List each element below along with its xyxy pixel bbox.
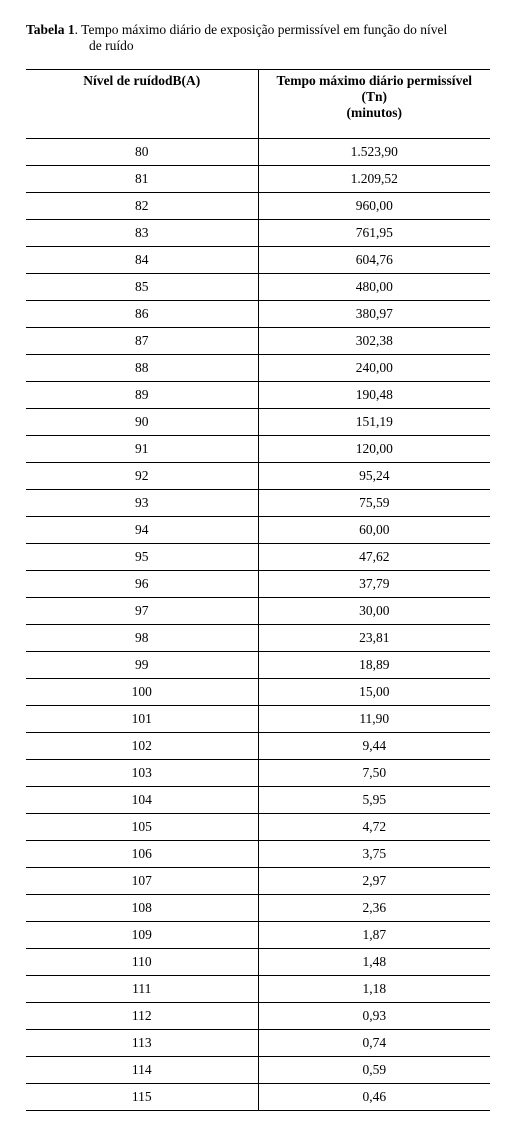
cell-noise-level: 104 <box>26 787 258 814</box>
cell-noise-level: 106 <box>26 841 258 868</box>
table-row <box>26 544 490 571</box>
cell-max-time: 1,48 <box>258 949 490 976</box>
cell-max-time: 95,24 <box>258 463 490 490</box>
cell-max-time: 960,00 <box>258 193 490 220</box>
cell-max-time: 120,00 <box>258 436 490 463</box>
cell-max-time: 7,50 <box>258 760 490 787</box>
cell-noise-level: 92 <box>26 463 258 490</box>
cell-max-time: 240,00 <box>258 355 490 382</box>
cell-max-time: 11,90 <box>258 706 490 733</box>
cell-max-time: 23,81 <box>258 625 490 652</box>
table-row <box>26 166 490 193</box>
header-max-time-line: (minutos) <box>346 105 402 120</box>
header-max-time <box>258 70 490 139</box>
table-row <box>26 976 490 1003</box>
cell-max-time: 15,00 <box>258 679 490 706</box>
table-row <box>26 679 490 706</box>
caption-line-1 <box>26 22 496 38</box>
cell-noise-level: 86 <box>26 301 258 328</box>
table-row <box>26 355 490 382</box>
cell-noise-level: 94 <box>26 517 258 544</box>
cell-max-time: 2,97 <box>258 868 490 895</box>
cell-noise-level: 85 <box>26 274 258 301</box>
cell-noise-level: 110 <box>26 949 258 976</box>
cell-max-time: 9,44 <box>258 733 490 760</box>
table-row <box>26 652 490 679</box>
cell-max-time: 37,79 <box>258 571 490 598</box>
cell-max-time: 1.209,52 <box>258 166 490 193</box>
cell-max-time: 4,72 <box>258 814 490 841</box>
table-row <box>26 328 490 355</box>
cell-noise-level: 99 <box>26 652 258 679</box>
noise-exposure-table <box>26 69 490 1111</box>
cell-max-time: 380,97 <box>258 301 490 328</box>
cell-noise-level: 108 <box>26 895 258 922</box>
cell-noise-level: 112 <box>26 1003 258 1030</box>
header-noise-level-line: Nível de ruídodB(A) <box>83 73 201 88</box>
cell-max-time: 1,87 <box>258 922 490 949</box>
cell-max-time: 604,76 <box>258 247 490 274</box>
cell-max-time: 47,62 <box>258 544 490 571</box>
cell-max-time: 30,00 <box>258 598 490 625</box>
table-row <box>26 625 490 652</box>
cell-noise-level: 113 <box>26 1030 258 1057</box>
cell-max-time: 302,38 <box>258 328 490 355</box>
table-row <box>26 895 490 922</box>
table-row <box>26 490 490 517</box>
cell-noise-level: 83 <box>26 220 258 247</box>
cell-noise-level: 101 <box>26 706 258 733</box>
cell-max-time: 1,18 <box>258 976 490 1003</box>
table-row <box>26 247 490 274</box>
cell-max-time: 5,95 <box>258 787 490 814</box>
table-row <box>26 706 490 733</box>
table-row <box>26 517 490 544</box>
cell-noise-level: 111 <box>26 976 258 1003</box>
header-max-time-line: Tempo máximo diário permissível <box>276 73 473 88</box>
cell-max-time: 480,00 <box>258 274 490 301</box>
cell-noise-level: 97 <box>26 598 258 625</box>
table-row <box>26 814 490 841</box>
cell-noise-level: 88 <box>26 355 258 382</box>
table-row <box>26 1003 490 1030</box>
table-body <box>26 139 490 1111</box>
cell-noise-level: 89 <box>26 382 258 409</box>
caption-label: Tabela 1 <box>26 22 75 37</box>
caption-text-2: de ruído <box>89 38 134 53</box>
header-row <box>26 70 490 139</box>
cell-max-time: 18,89 <box>258 652 490 679</box>
table-row <box>26 1084 490 1111</box>
cell-noise-level: 90 <box>26 409 258 436</box>
table-row <box>26 1057 490 1084</box>
cell-max-time: 2,36 <box>258 895 490 922</box>
cell-noise-level: 100 <box>26 679 258 706</box>
cell-noise-level: 109 <box>26 922 258 949</box>
cell-noise-level: 87 <box>26 328 258 355</box>
table-row <box>26 274 490 301</box>
cell-noise-level: 115 <box>26 1084 258 1111</box>
cell-max-time: 761,95 <box>258 220 490 247</box>
cell-max-time: 151,19 <box>258 409 490 436</box>
table-row <box>26 139 490 166</box>
cell-noise-level: 93 <box>26 490 258 517</box>
table-caption <box>26 22 496 54</box>
table-row <box>26 409 490 436</box>
table-row <box>26 868 490 895</box>
cell-max-time: 0,59 <box>258 1057 490 1084</box>
table-row <box>26 760 490 787</box>
cell-noise-level: 102 <box>26 733 258 760</box>
table-row <box>26 463 490 490</box>
cell-max-time: 3,75 <box>258 841 490 868</box>
cell-noise-level: 84 <box>26 247 258 274</box>
cell-noise-level: 82 <box>26 193 258 220</box>
table-row <box>26 220 490 247</box>
cell-noise-level: 81 <box>26 166 258 193</box>
cell-noise-level: 80 <box>26 139 258 166</box>
table-row <box>26 841 490 868</box>
cell-noise-level: 95 <box>26 544 258 571</box>
cell-max-time: 1.523,90 <box>258 139 490 166</box>
table-row <box>26 787 490 814</box>
table-row <box>26 382 490 409</box>
cell-noise-level: 107 <box>26 868 258 895</box>
cell-max-time: 75,59 <box>258 490 490 517</box>
table-row <box>26 193 490 220</box>
cell-noise-level: 105 <box>26 814 258 841</box>
cell-noise-level: 91 <box>26 436 258 463</box>
caption-text-1: . Tempo máximo diário de exposição permissível em função do nível <box>74 22 448 37</box>
table-row <box>26 301 490 328</box>
cell-noise-level: 98 <box>26 625 258 652</box>
cell-noise-level: 96 <box>26 571 258 598</box>
cell-max-time: 0,74 <box>258 1030 490 1057</box>
table-row <box>26 949 490 976</box>
table-row <box>26 571 490 598</box>
cell-max-time: 0,46 <box>258 1084 490 1111</box>
cell-noise-level: 103 <box>26 760 258 787</box>
header-noise-level <box>26 70 258 139</box>
table-row <box>26 598 490 625</box>
table-row <box>26 436 490 463</box>
table-row <box>26 1030 490 1057</box>
cell-max-time: 190,48 <box>258 382 490 409</box>
cell-max-time: 0,93 <box>258 1003 490 1030</box>
table-row <box>26 922 490 949</box>
header-max-time-line: (Tn) <box>361 89 387 104</box>
cell-noise-level: 114 <box>26 1057 258 1084</box>
table-row <box>26 733 490 760</box>
cell-max-time: 60,00 <box>258 517 490 544</box>
